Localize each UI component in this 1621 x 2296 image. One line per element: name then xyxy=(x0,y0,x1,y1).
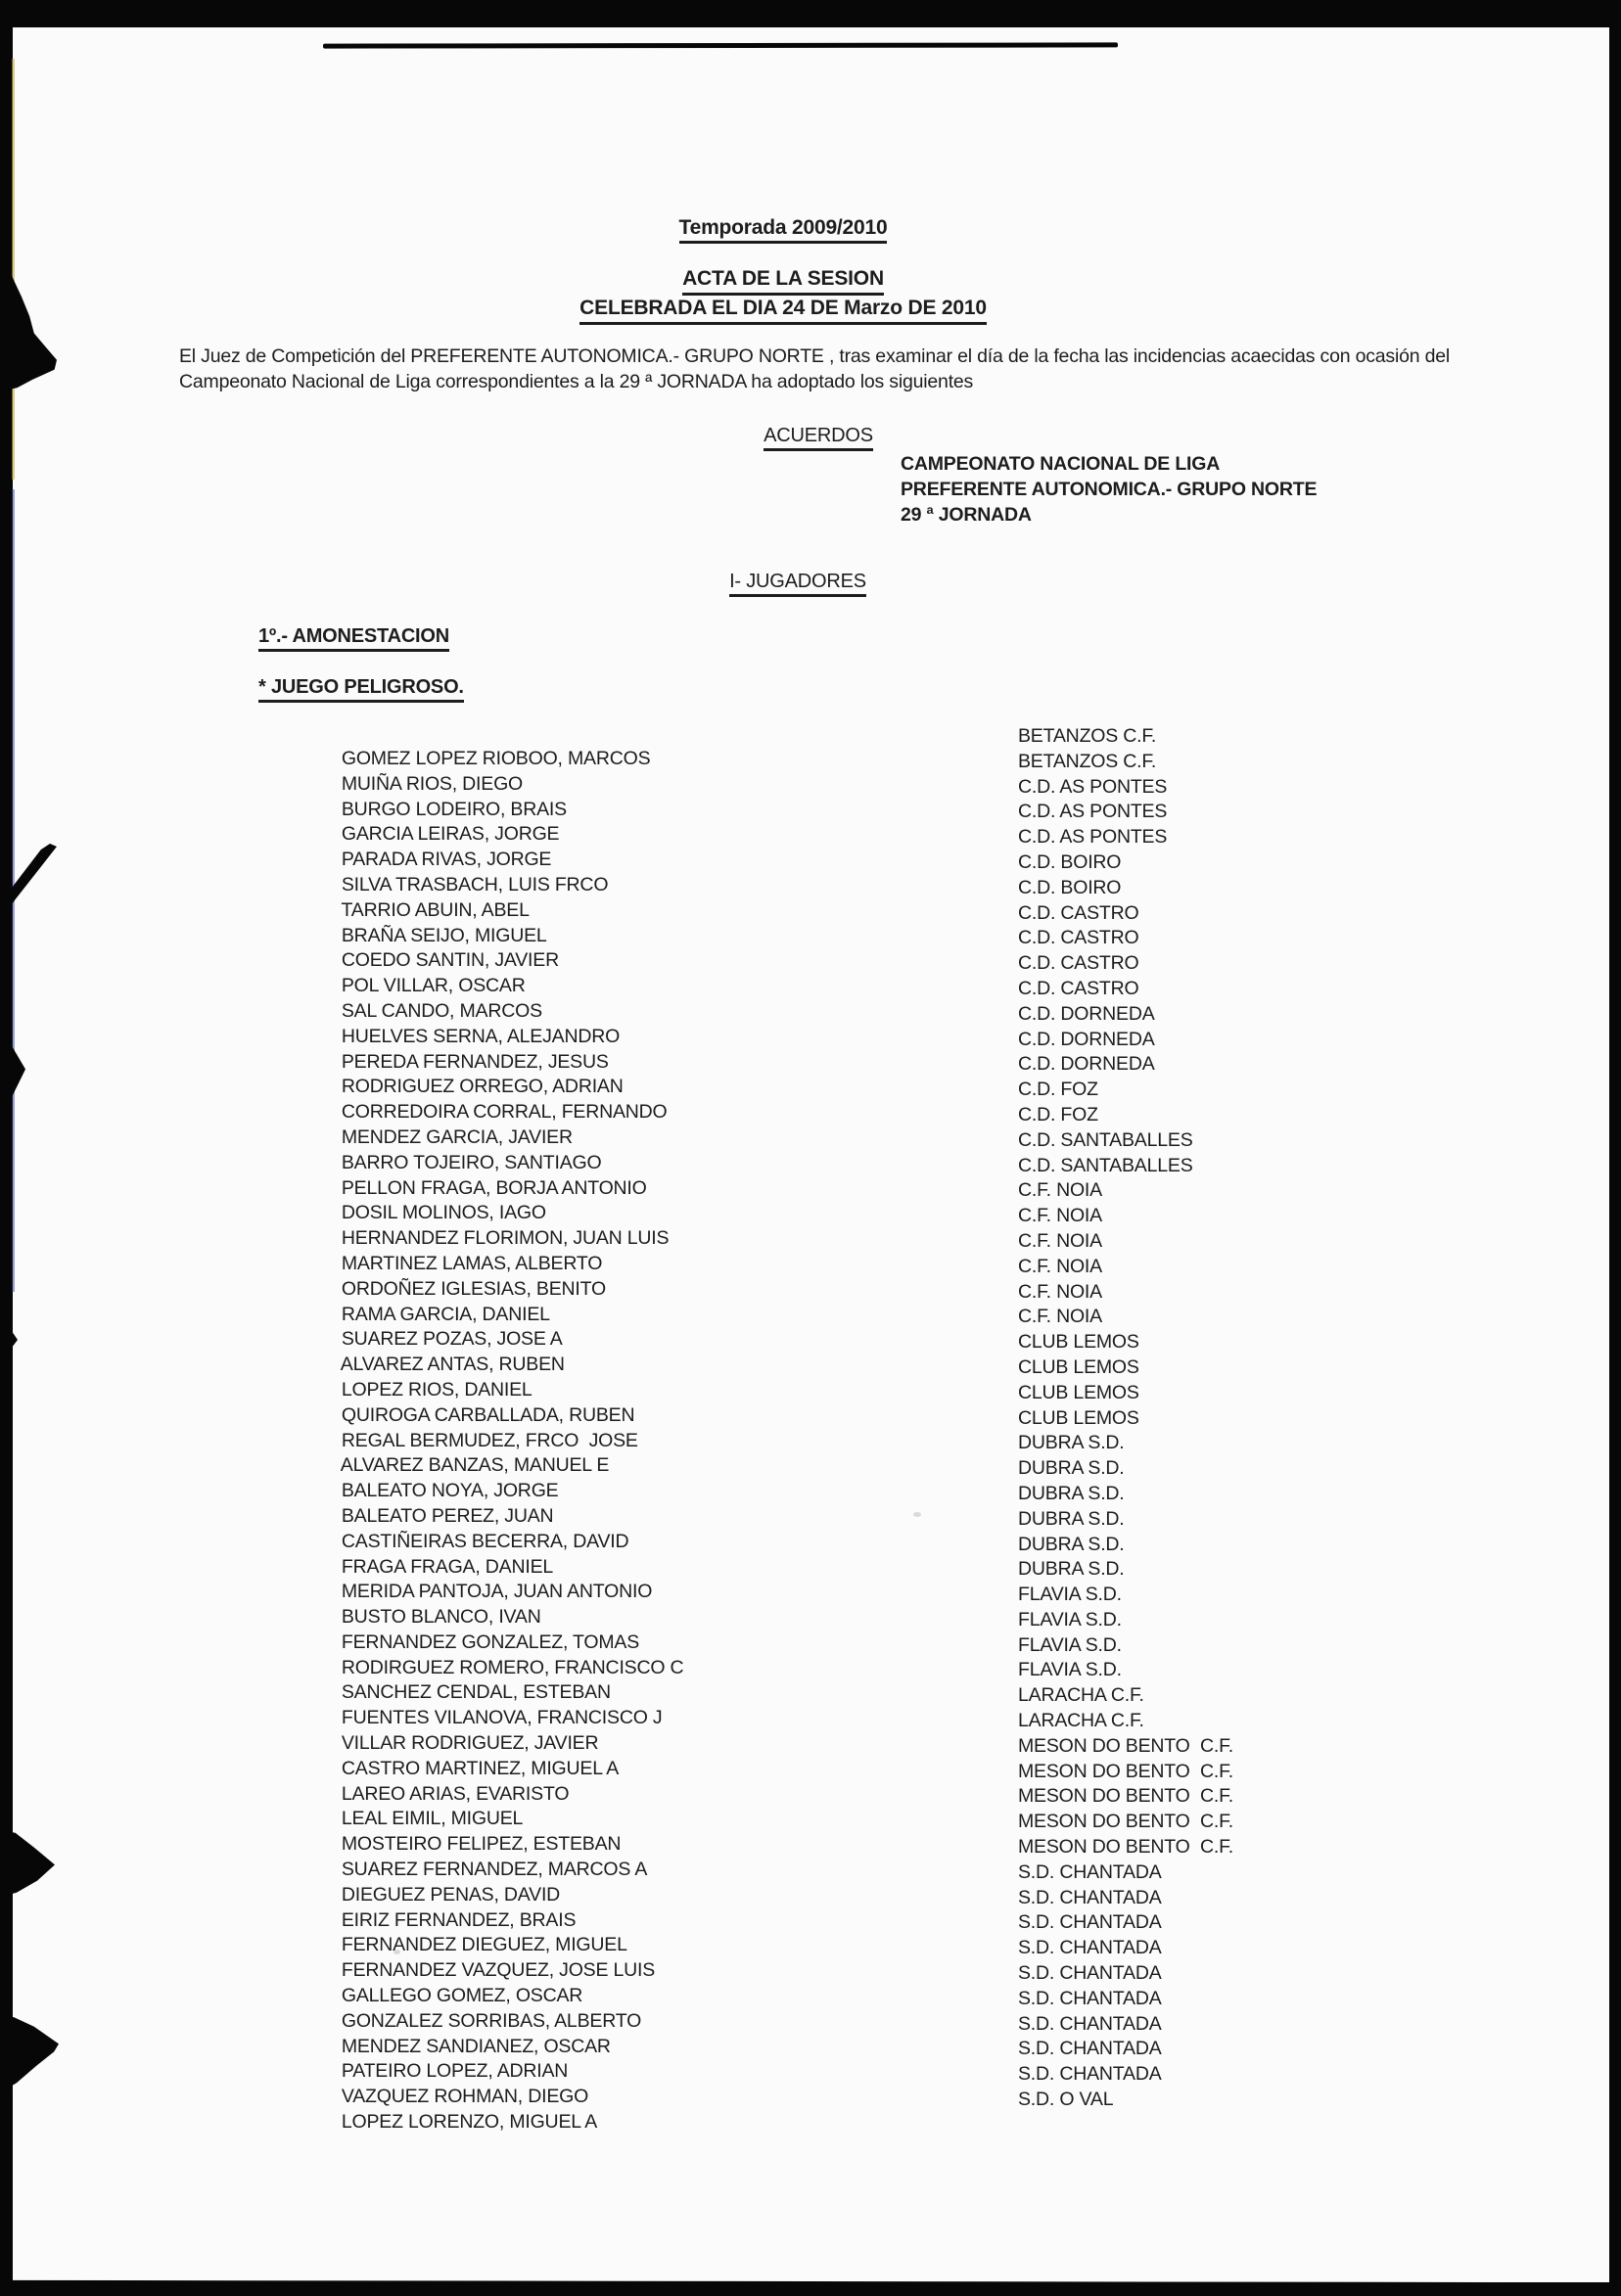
sanction-row xyxy=(321,901,1476,946)
club-name: S.D. CHANTADA xyxy=(1018,1886,1162,1908)
sanctions-list xyxy=(321,725,1476,2134)
sanction-row xyxy=(321,1760,1476,1805)
agreements-heading-text: ACUERDOS xyxy=(764,425,873,451)
club-name: DUBRA S.D. xyxy=(1018,1558,1125,1581)
sanction-row xyxy=(321,1255,1476,1300)
player-name: COEDO SANTIN, JAVIER xyxy=(341,949,559,972)
sanction-row xyxy=(321,775,1476,820)
club-name: MESON DO BENTO C.F. xyxy=(1018,1760,1233,1782)
club-name: C.D. FOZ xyxy=(1018,1103,1098,1125)
scan-border-bottom xyxy=(0,2280,1621,2296)
sanction-row xyxy=(321,1507,1476,1552)
sanction-row xyxy=(321,1429,1476,1477)
sanction-row xyxy=(321,1608,1476,1653)
competition-line2: PREFERENTE AUTONOMICA.- GRUPO NORTE xyxy=(901,479,1318,501)
club-name: C.D. BOIRO xyxy=(1018,876,1122,898)
sanction-row xyxy=(321,798,1476,846)
player-name: VAZQUEZ ROHMAN, DIEGO xyxy=(341,2086,589,2108)
player-name: CORREDOIRA CORRAL, FERNANDO xyxy=(341,1101,668,1124)
player-name: FERNANDEZ VAZQUEZ, JOSE LUIS xyxy=(341,1959,656,1982)
intro-paragraph: El Juez de Competición del PREFERENTE AUTONOMICA.- GRUPO NORTE , tras examinar el día de la fecha las incidencias acaecidas con ocasión del Campeonato Nacional de Liga correspondientes a la 29 ª JORNADA ha adoptado los siguientes xyxy=(179,345,1451,392)
club-name: S.D. CHANTADA xyxy=(1018,1962,1162,1985)
player-name: LAREO ARIAS, EVARISTO xyxy=(341,1782,570,1805)
player-name: CASTIÑEIRAS BECERRA, DAVID xyxy=(341,1530,629,1552)
player-name: FRAGA FRAGA, DANIEL xyxy=(341,1555,554,1578)
sanction-row xyxy=(321,1482,1476,1527)
club-name: S.D. CHANTADA xyxy=(1018,2012,1162,2035)
club-name: C.D. DORNEDA xyxy=(1018,1002,1155,1025)
player-name: FERNANDEZ DIEGUEZ, MIGUEL xyxy=(341,1934,627,1956)
player-name: SILVA TRASBACH, LUIS FRCO xyxy=(341,873,609,895)
sanction-row xyxy=(321,1229,1476,1274)
player-name: CASTRO MARTINEZ, MIGUEL A xyxy=(341,1757,620,1779)
sanction-row xyxy=(321,1331,1476,1376)
offense-heading-text: * JUEGO PELIGROSO. xyxy=(258,676,464,703)
agreements-heading xyxy=(0,425,1621,451)
sanction-row xyxy=(321,1355,1476,1401)
player-name: FERNANDEZ GONZALEZ, TOMAS xyxy=(341,1630,640,1653)
season-title xyxy=(0,216,1566,244)
club-name: C.D. AS PONTES xyxy=(1018,775,1168,798)
club-name: FLAVIA S.D. xyxy=(1018,1608,1122,1630)
sanction-row xyxy=(321,1205,1476,1250)
sanction-row xyxy=(321,924,1476,972)
club-name: MESON DO BENTO C.F. xyxy=(1018,1811,1233,1833)
club-name: MESON DO BENTO C.F. xyxy=(1018,1734,1233,1757)
club-name: DUBRA S.D. xyxy=(1018,1533,1125,1555)
sanction-row xyxy=(321,1533,1476,1578)
section-heading-players xyxy=(0,571,1596,597)
club-name: C.D. DORNEDA xyxy=(1018,1053,1155,1076)
player-name: GALLEGO GOMEZ, OSCAR xyxy=(341,1985,583,2007)
club-name: C.D. AS PONTES xyxy=(1018,801,1168,823)
club-name: C.D. CASTRO xyxy=(1018,952,1139,975)
sanction-row xyxy=(321,1381,1476,1426)
player-name: LOPEZ RIOS, DANIEL xyxy=(341,1378,533,1401)
club-name: C.D. BOIRO xyxy=(1018,850,1122,873)
player-name: PELLON FRAGA, BORJA ANTONIO xyxy=(341,1176,647,1199)
sanction-row xyxy=(321,2089,1476,2134)
player-name: DOSIL MOLINOS, IAGO xyxy=(341,1202,546,1224)
player-name: BUSTO BLANCO, IVAN xyxy=(341,1606,541,1629)
club-name: FLAVIA S.D. xyxy=(1018,1659,1122,1681)
player-name: RODIRGUEZ ROMERO, FRANCISCO C xyxy=(341,1656,684,1678)
player-name: VILLAR RODRIGUEZ, JAVIER xyxy=(341,1732,599,1755)
sanction-row xyxy=(321,1457,1476,1502)
player-name: TARRIO ABUIN, ABEL xyxy=(341,898,530,921)
sanction-row xyxy=(321,1860,1476,1906)
sanction-row xyxy=(321,1811,1476,1856)
player-name: MENDEZ GARCIA, JAVIER xyxy=(341,1125,573,1148)
sanction-row xyxy=(321,1782,1476,1830)
player-name: SAL CANDO, MARCOS xyxy=(341,999,542,1022)
player-name: PARADA RIVAS, JORGE xyxy=(341,849,552,871)
sanction-row xyxy=(321,1002,1476,1047)
sanction-row xyxy=(321,1987,1476,2032)
player-name: BALEATO PEREZ, JUAN xyxy=(341,1504,554,1527)
offense-heading-juego-peligroso xyxy=(258,676,464,703)
player-name: DIEGUEZ PENAS, DAVID xyxy=(341,1883,561,1906)
player-name: FUENTES VILANOVA, FRANCISCO J xyxy=(341,1707,663,1729)
club-name: MESON DO BENTO C.F. xyxy=(1018,1785,1233,1808)
player-name: ALVAREZ BANZAS, MANUEL E xyxy=(340,1454,610,1477)
player-name: BALEATO NOYA, JORGE xyxy=(341,1480,559,1502)
player-name: BARRO TOJEIRO, SANTIAGO xyxy=(341,1151,602,1173)
sanction-row xyxy=(321,725,1476,769)
player-name: ORDOÑEZ IGLESIAS, BENITO xyxy=(341,1277,606,1300)
sanction-row xyxy=(321,1937,1476,1982)
player-name: LEAL EIMIL, MIGUEL xyxy=(341,1808,524,1830)
scan-border-top xyxy=(0,0,1621,27)
club-name: DUBRA S.D. xyxy=(1018,1432,1125,1454)
club-name: C.D. SANTABALLES xyxy=(1018,1128,1193,1151)
club-name: S.D. CHANTADA xyxy=(1018,1860,1162,1883)
sanction-row xyxy=(321,1734,1476,1779)
club-name: C.F. NOIA xyxy=(1018,1255,1102,1277)
club-name: FLAVIA S.D. xyxy=(1018,1584,1122,1606)
club-name: S.D. O VAL xyxy=(1018,2089,1114,2111)
club-name: S.D. CHANTADA xyxy=(1018,1987,1162,2009)
player-name: PATEIRO LOPEZ, ADRIAN xyxy=(341,2060,569,2083)
player-name: BURGO LODEIRO, BRAIS xyxy=(341,798,567,820)
player-name: SUAREZ POZAS, JOSE A xyxy=(341,1328,563,1351)
club-name: DUBRA S.D. xyxy=(1018,1457,1125,1480)
club-name: CLUB LEMOS xyxy=(1018,1355,1139,1378)
sanction-row xyxy=(321,1028,1476,1073)
season-title-text: Temporada 2009/2010 xyxy=(679,216,888,244)
club-name: C.D. DORNEDA xyxy=(1018,1028,1155,1050)
player-name: MOSTEIRO FELIPEZ, ESTEBAN xyxy=(341,1833,622,1856)
competition-line1: CAMPEONATO NACIONAL DE LIGA xyxy=(901,453,1221,475)
section-heading-players-text: I- JUGADORES xyxy=(729,571,866,597)
club-name: S.D. CHANTADA xyxy=(1018,1937,1162,1959)
club-name: C.F. NOIA xyxy=(1018,1229,1102,1252)
sanction-row xyxy=(321,1280,1476,1325)
club-name: BETANZOS C.F. xyxy=(1018,725,1157,747)
player-name: MENDEZ SANDIANEZ, OSCAR xyxy=(341,2035,611,2057)
sanction-row xyxy=(321,1176,1476,1224)
club-name: LARACHA C.F. xyxy=(1018,1684,1144,1707)
player-name: RAMA GARCIA, DANIEL xyxy=(341,1303,550,1325)
player-name: PEREDA FERNANDEZ, JESUS xyxy=(341,1050,609,1073)
sanction-row xyxy=(321,952,1476,997)
sanction-row xyxy=(321,2012,1476,2057)
player-name: GOMEZ LOPEZ RIOBOO, MARCOS xyxy=(341,748,651,769)
sanction-row xyxy=(321,1633,1476,1678)
sanction-row xyxy=(321,1908,1476,1956)
player-name: REGAL BERMUDEZ, FRCO JOSE xyxy=(341,1429,638,1451)
player-name: SUAREZ FERNANDEZ, MARCOS A xyxy=(341,1859,648,1881)
subsection-heading-amonestacion xyxy=(258,625,449,652)
club-name: S.D. CHANTADA xyxy=(1018,2038,1162,2060)
club-name: C.F. NOIA xyxy=(1018,1280,1102,1303)
club-name: DUBRA S.D. xyxy=(1018,1507,1125,1530)
player-name: LOPEZ LORENZO, MIGUEL A xyxy=(341,2111,598,2134)
club-name: BETANZOS C.F. xyxy=(1018,750,1157,772)
scan-border-right xyxy=(1609,0,1621,2295)
player-name: ALVAREZ ANTAS, RUBEN xyxy=(340,1354,565,1376)
club-name: C.D. SANTABALLES xyxy=(1018,1154,1193,1176)
player-name: SANCHEZ CENDAL, ESTEBAN xyxy=(341,1681,611,1704)
club-name: C.D. CASTRO xyxy=(1018,977,1139,999)
club-name: C.D. AS PONTES xyxy=(1018,826,1168,849)
club-name: LARACHA C.F. xyxy=(1018,1710,1144,1732)
player-name: HERNANDEZ FLORIMON, JUAN LUIS xyxy=(341,1227,670,1250)
sanction-row xyxy=(321,1684,1476,1729)
player-name: GONZALEZ SORRIBAS, ALBERTO xyxy=(341,2009,642,2032)
player-name: GARCIA LEIRAS, JORGE xyxy=(341,823,560,846)
sanction-row xyxy=(321,850,1476,895)
player-name: MUIÑA RIOS, DIEGO xyxy=(341,772,524,795)
competition-block xyxy=(901,451,1317,528)
club-name: FLAVIA S.D. xyxy=(1018,1633,1122,1656)
session-title xyxy=(0,266,1566,325)
player-name: RODRIGUEZ ORREGO, ADRIAN xyxy=(341,1076,624,1098)
club-name: CLUB LEMOS xyxy=(1018,1381,1139,1403)
player-name: HUELVES SERNA, ALEJANDRO xyxy=(341,1025,621,1047)
player-name: QUIROGA CARBALLADA, RUBEN xyxy=(341,1403,635,1426)
sanction-row xyxy=(321,1584,1476,1629)
club-name: CLUB LEMOS xyxy=(1018,1331,1139,1354)
club-name: C.D. FOZ xyxy=(1018,1079,1098,1101)
club-name: C.F. NOIA xyxy=(1018,1205,1102,1227)
club-name: S.D. CHANTADA xyxy=(1018,1911,1162,1934)
club-name: C.F. NOIA xyxy=(1018,1179,1102,1202)
club-name: C.D. CASTRO xyxy=(1018,901,1139,924)
session-title-line1: ACTA DE LA SESION xyxy=(682,266,884,296)
player-name: BRAÑA SEIJO, MIGUEL xyxy=(341,924,547,946)
club-name: C.F. NOIA xyxy=(1018,1306,1102,1328)
sanction-row xyxy=(321,1962,1476,2007)
player-name: MERIDA PANTOJA, JUAN ANTONIO xyxy=(341,1581,653,1603)
sanction-row xyxy=(321,1079,1476,1124)
player-name: POL VILLAR, OSCAR xyxy=(341,975,526,997)
club-name: CLUB LEMOS xyxy=(1018,1406,1139,1429)
club-name: MESON DO BENTO C.F. xyxy=(1018,1836,1233,1859)
player-name: EIRIZ FERNANDEZ, BRAIS xyxy=(341,1908,577,1931)
club-name: S.D. CHANTADA xyxy=(1018,2063,1162,2086)
club-name: C.D. CASTRO xyxy=(1018,927,1139,949)
subsection-heading-text: 1º.- AMONESTACION xyxy=(258,625,449,652)
sanction-row xyxy=(321,1886,1476,1931)
player-name: MARTINEZ LAMAS, ALBERTO xyxy=(341,1252,603,1274)
club-name: DUBRA S.D. xyxy=(1018,1482,1125,1504)
sanction-row xyxy=(321,2035,1476,2083)
session-title-line2: CELEBRADA EL DIA 24 DE Marzo DE 2010 xyxy=(579,296,987,325)
competition-line3: 29 ª JORNADA xyxy=(901,504,1032,527)
sanction-row xyxy=(321,1128,1476,1173)
